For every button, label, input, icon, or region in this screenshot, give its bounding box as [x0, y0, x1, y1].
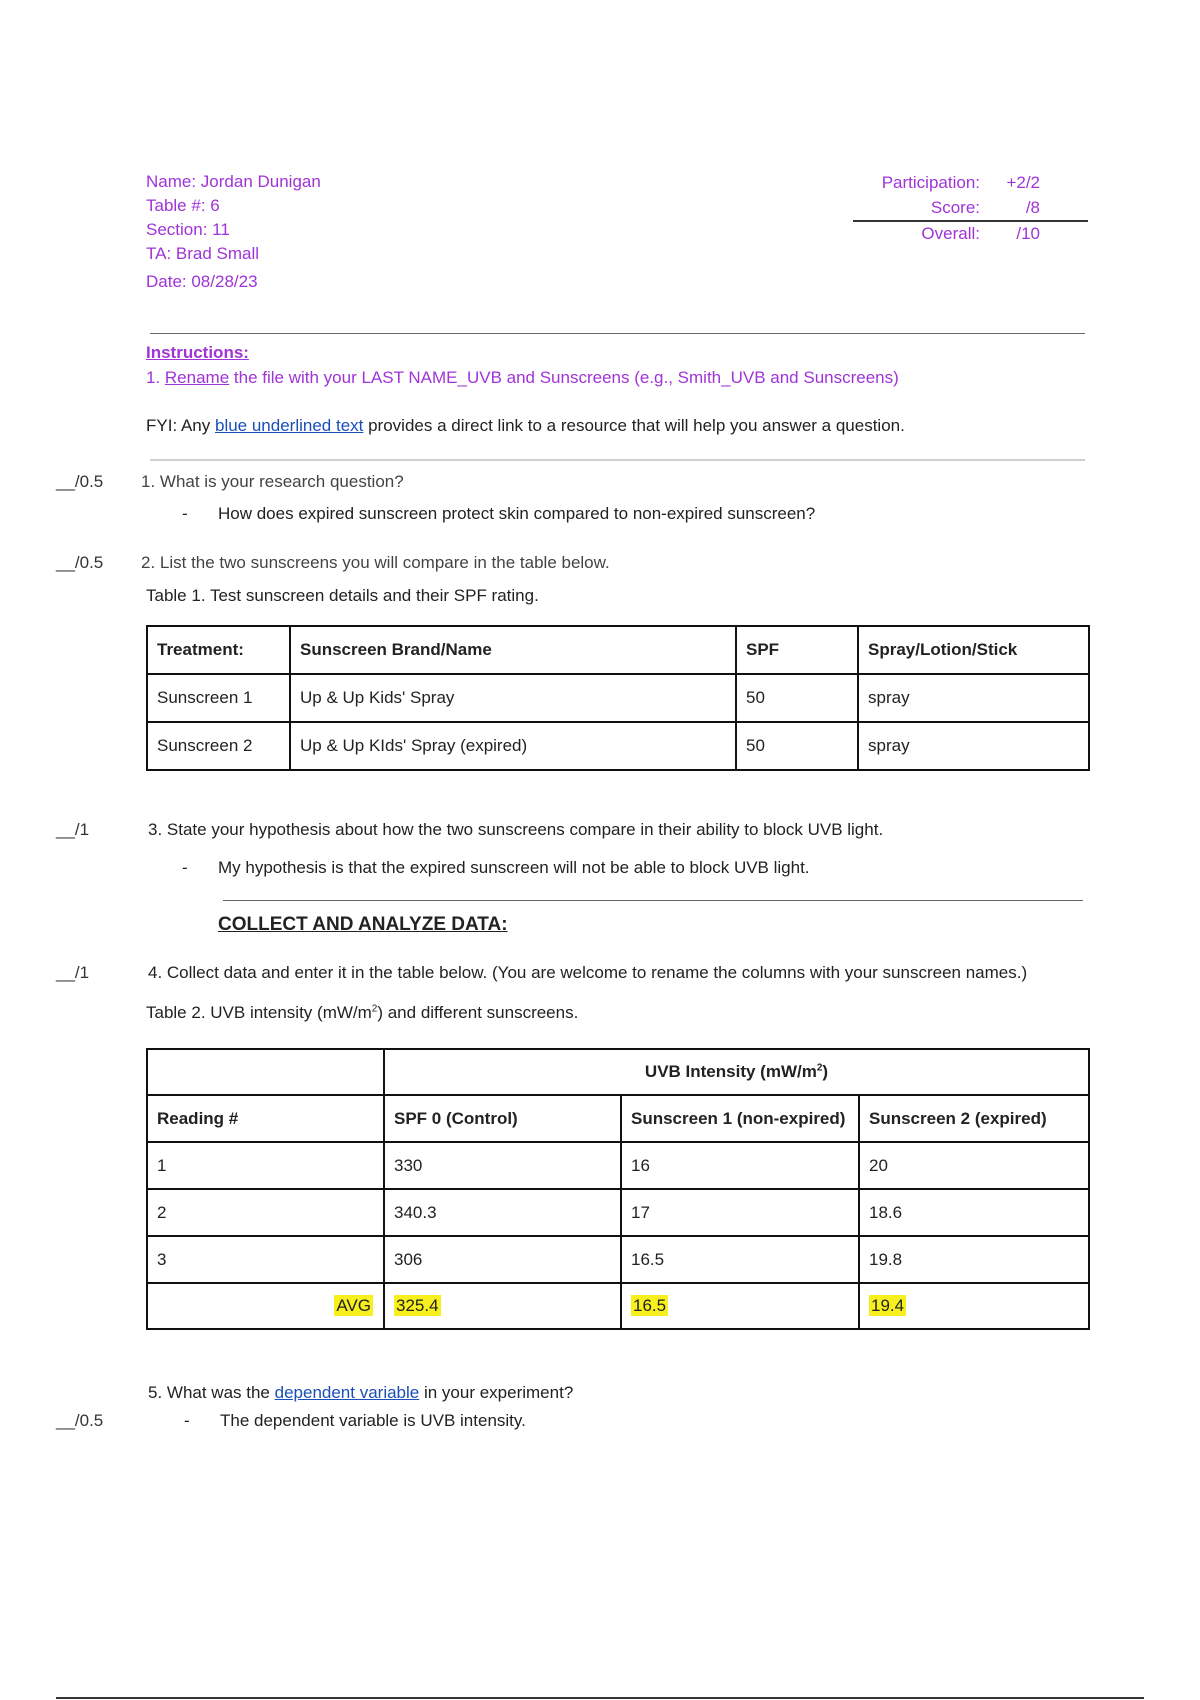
date: Date: 08/28/23: [146, 272, 258, 291]
table-row: [147, 1236, 1089, 1283]
q1-answer: How does expired sunscreen protect skin compared to non-expired sunscreen?: [218, 504, 816, 523]
table1-caption: Table 1. Test sunscreen details and their SPF rating.: [146, 586, 539, 605]
caption-text: ) and different sunscreens.: [377, 1003, 579, 1022]
instructions-heading: Instructions:: [146, 343, 249, 362]
q3-question: 3. State your hypothesis about how the two sunscreens compare in their ability to block UVB light.: [148, 820, 884, 839]
table-cell: spray: [858, 674, 1089, 722]
page-bottom-divider: [56, 1697, 1144, 1699]
table2-uvb-intensity: [146, 1048, 1090, 1330]
table-cell: spray: [858, 722, 1089, 770]
table-row-average: [147, 1283, 1089, 1329]
table-cell: 17: [621, 1189, 859, 1236]
collect-heading: COLLECT AND ANALYZE DATA:: [218, 914, 508, 935]
divider: [223, 900, 1083, 901]
table-cell: 330: [384, 1142, 621, 1189]
avg-cell: [859, 1283, 1089, 1329]
participation-value: +2/2: [1006, 173, 1040, 192]
rename-link[interactable]: Rename: [164, 368, 230, 387]
table-cell: 50: [736, 674, 858, 722]
table2-header-sunscreen1: Sunscreen 1 (non-expired): [621, 1095, 859, 1142]
table2-header-reading: Reading #: [147, 1095, 384, 1142]
dependent-variable-link[interactable]: dependent variable: [274, 1383, 420, 1402]
participation-label: Participation:: [881, 173, 980, 192]
avg-value-sunscreen1: 16.5: [633, 1296, 667, 1315]
score-box: [780, 170, 1090, 247]
table-number: Table #: 6: [146, 196, 220, 215]
table-row: [147, 1142, 1089, 1189]
q4-question: 4. Collect data and enter it in the table below. (You are welcome to rename the columns with your sunscreen names.): [148, 963, 1028, 982]
instructions-step-1: [146, 368, 899, 388]
table1-header-brand: Sunscreen Brand/Name: [290, 626, 736, 674]
divider: [150, 459, 1085, 461]
q2-question: 2. List the two sunscreens you will compare in the table below.: [141, 553, 610, 572]
table-cell: 20: [859, 1142, 1089, 1189]
table-cell: 16: [621, 1142, 859, 1189]
table-cell: 3: [147, 1236, 384, 1283]
overall-value: /10: [1016, 224, 1040, 243]
q3-answer: My hypothesis is that the expired sunscreen will not be able to block UVB light.: [218, 858, 810, 877]
table2-group-header: [384, 1049, 1089, 1095]
group-header-superscript: 2: [816, 1062, 823, 1074]
q4-points: __/1: [56, 963, 90, 982]
q1-question: 1. What is your research question?: [141, 472, 404, 491]
ta-name: TA: Brad Small: [146, 244, 260, 263]
q1-points: __/0.5: [56, 472, 104, 491]
table-cell: 19.8: [859, 1236, 1089, 1283]
score-value: /8: [1025, 198, 1040, 217]
caption-text: Table 2. UVB intensity (mW/m: [146, 1003, 372, 1022]
student-name: Name: Jordan Dunigan: [146, 172, 321, 191]
group-header-text: UVB Intensity (mW/m: [644, 1062, 817, 1081]
table-cell: Up & Up KIds' Spray (expired): [290, 722, 736, 770]
q5-question: [148, 1383, 573, 1403]
table-cell: 340.3: [384, 1189, 621, 1236]
caption-superscript: 2: [371, 1003, 378, 1015]
table2-header-control: SPF 0 (Control): [384, 1095, 621, 1142]
table-cell: 306: [384, 1236, 621, 1283]
avg-value-control: 325.4: [396, 1296, 439, 1315]
group-header-text: ): [822, 1062, 829, 1081]
table-cell: 2: [147, 1189, 384, 1236]
q5-answer: The dependent variable is UVB intensity.: [220, 1411, 526, 1430]
table-cell: 16.5: [621, 1236, 859, 1283]
table2-caption: [146, 1003, 578, 1023]
q5-question-text: 5. What was the: [148, 1383, 275, 1402]
bullet: -: [182, 504, 188, 523]
avg-value-sunscreen2: 19.4: [871, 1296, 905, 1315]
avg-label: AVG: [336, 1296, 371, 1315]
q3-points: __/1: [56, 820, 90, 839]
table-cell: 1: [147, 1142, 384, 1189]
q1-answer-line: [182, 504, 815, 524]
table-cell: 18.6: [859, 1189, 1089, 1236]
q5-answer-line: [184, 1411, 526, 1431]
q5-question-text: in your experiment?: [419, 1383, 574, 1402]
table2-header-sunscreen2: Sunscreen 2 (expired): [859, 1095, 1089, 1142]
table-row: [147, 1189, 1089, 1236]
table-cell: Sunscreen 2: [147, 722, 290, 770]
avg-cell: [621, 1283, 859, 1329]
bullet: -: [184, 1411, 190, 1430]
table-row: [147, 722, 1089, 770]
student-info: [146, 170, 321, 294]
table2-empty-header: [147, 1049, 384, 1095]
table-cell: Sunscreen 1: [147, 674, 290, 722]
table1-header-type: Spray/Lotion/Stick: [858, 626, 1089, 674]
table1-sunscreen-details: [146, 625, 1090, 771]
step-number: 1.: [146, 368, 165, 387]
table1-header-spf: SPF: [736, 626, 858, 674]
step-text: the file with your LAST NAME_UVB and Sunscreens (e.g., Smith_UVB and Sunscreens): [229, 368, 899, 387]
table-cell: 50: [736, 722, 858, 770]
table-cell: Up & Up Kids' Spray: [290, 674, 736, 722]
overall-label: Overall:: [921, 224, 980, 243]
fyi-prefix: FYI: Any: [146, 416, 215, 435]
q5-points: __/0.5: [56, 1411, 104, 1430]
q3-answer-line: [182, 858, 810, 878]
section-number: Section: 11: [146, 220, 230, 239]
divider: [150, 333, 1085, 334]
avg-label-cell: [147, 1283, 384, 1329]
avg-cell: [384, 1283, 621, 1329]
fyi-link[interactable]: blue underlined text: [214, 416, 364, 435]
fyi-note: [146, 416, 905, 436]
bullet: -: [182, 858, 188, 877]
fyi-text: provides a direct link to a resource that will help you answer a question.: [363, 416, 905, 435]
score-label: Score:: [930, 198, 980, 217]
q2-points: __/0.5: [56, 553, 104, 572]
table1-header-treatment: Treatment:: [147, 626, 290, 674]
table-row: [147, 674, 1089, 722]
